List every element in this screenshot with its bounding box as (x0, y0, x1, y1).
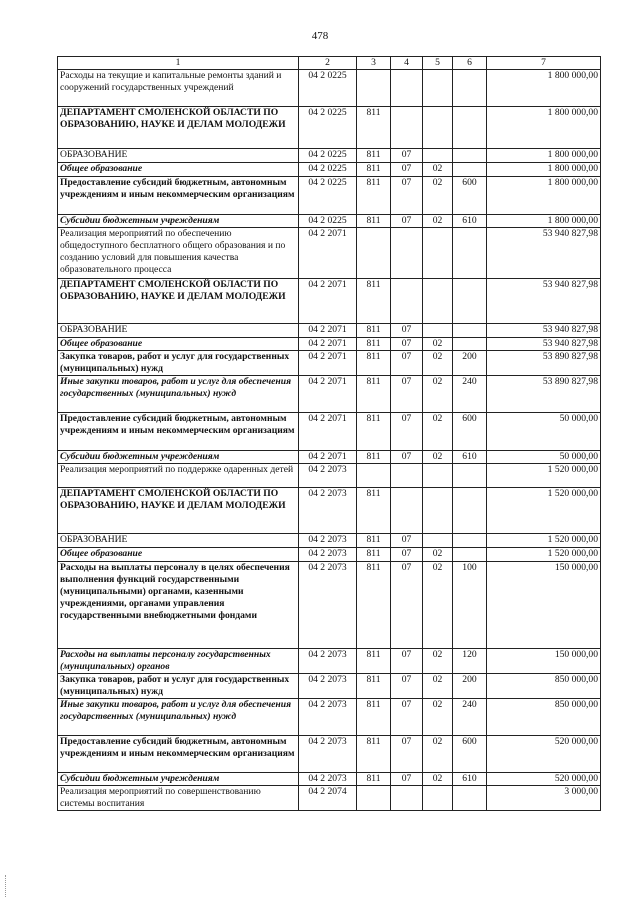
section-code: 07 (391, 736, 423, 773)
row-name: Расходы на выплаты персоналу в целях обеспечения выполнения функций государственными (муниципальными) органами, казенными учреждениями, органами управления государственными внебюджетными фондами (58, 562, 299, 649)
expense-type-code (453, 163, 487, 177)
section-code: 07 (391, 413, 423, 451)
header-col-2: 2 (299, 57, 357, 70)
row-name: Расходы на текущие и капитальные ремонты зданий и сооружений государственных учреждений (58, 70, 299, 107)
target-code: 04 2 2071 (299, 351, 357, 376)
department-code (357, 228, 391, 279)
amount: 1 520 000,00 (487, 464, 601, 488)
amount: 850 000,00 (487, 699, 601, 736)
row-name: Реализация мероприятий по поддержке одаренных детей (58, 464, 299, 488)
row-name: Субсидии бюджетным учреждениям (58, 451, 299, 464)
table-row (58, 649, 601, 674)
section-code: 07 (391, 338, 423, 351)
department-code: 811 (357, 488, 391, 534)
section-code: 07 (391, 163, 423, 177)
amount: 53 940 827,98 (487, 279, 601, 324)
section-code: 07 (391, 215, 423, 228)
target-code: 04 2 0225 (299, 177, 357, 215)
expense-type-code: 240 (453, 376, 487, 413)
row-name: Расходы на выплаты персоналу государственных (муниципальных) органов (58, 649, 299, 674)
department-code: 811 (357, 451, 391, 464)
target-code: 04 2 2071 (299, 279, 357, 324)
department-code: 811 (357, 324, 391, 338)
expense-type-code: 610 (453, 215, 487, 228)
amount: 1 800 000,00 (487, 107, 601, 149)
department-code: 811 (357, 177, 391, 215)
row-name: Общее образование (58, 163, 299, 177)
table-row (58, 488, 601, 534)
section-code: 07 (391, 149, 423, 163)
department-code: 811 (357, 376, 391, 413)
subsection-code (423, 488, 453, 534)
row-name: Общее образование (58, 548, 299, 562)
expense-type-code (453, 149, 487, 163)
header-row (58, 57, 601, 70)
target-code: 04 2 2073 (299, 488, 357, 534)
table-row (58, 215, 601, 228)
section-code (391, 279, 423, 324)
amount: 53 940 827,98 (487, 338, 601, 351)
header-col-7: 7 (487, 57, 601, 70)
header-col-6: 6 (453, 57, 487, 70)
table-row (58, 534, 601, 548)
expense-type-code (453, 228, 487, 279)
row-name: ДЕПАРТАМЕНТ СМОЛЕНСКОЙ ОБЛАСТИ ПО ОБРАЗОВАНИЮ, НАУКЕ И ДЕЛАМ МОЛОДЕЖИ (58, 488, 299, 534)
amount: 53 940 827,98 (487, 228, 601, 279)
subsection-code (423, 228, 453, 279)
target-code: 04 2 2073 (299, 562, 357, 649)
row-name: Закупка товаров, работ и услуг для государственных (муниципальных) нужд (58, 674, 299, 699)
scan-edge-mark (5, 875, 8, 897)
row-name: Реализация мероприятий по обеспечению общедоступного бесплатного общего образования и по созданию условий для повышения качества образовательного процесса (58, 228, 299, 279)
subsection-code: 02 (423, 451, 453, 464)
table-row (58, 324, 601, 338)
row-name: ОБРАЗОВАНИЕ (58, 324, 299, 338)
section-code (391, 228, 423, 279)
section-code (391, 488, 423, 534)
target-code: 04 2 0225 (299, 215, 357, 228)
expense-type-code (453, 534, 487, 548)
target-code: 04 2 2073 (299, 773, 357, 786)
subsection-code: 02 (423, 674, 453, 699)
table-row (58, 228, 601, 279)
row-name: ДЕПАРТАМЕНТ СМОЛЕНСКОЙ ОБЛАСТИ ПО ОБРАЗОВАНИЮ, НАУКЕ И ДЕЛАМ МОЛОДЕЖИ (58, 279, 299, 324)
table-row (58, 548, 601, 562)
section-code (391, 107, 423, 149)
department-code: 811 (357, 534, 391, 548)
department-code: 811 (357, 163, 391, 177)
subsection-code: 02 (423, 338, 453, 351)
subsection-code (423, 70, 453, 107)
expense-type-code (453, 786, 487, 811)
expense-type-code: 600 (453, 177, 487, 215)
row-name: Иные закупки товаров, работ и услуг для обеспечения государственных (муниципальных) нужд (58, 376, 299, 413)
expense-type-code: 200 (453, 351, 487, 376)
target-code: 04 2 2071 (299, 413, 357, 451)
department-code: 811 (357, 149, 391, 163)
expense-type-code (453, 107, 487, 149)
section-code: 07 (391, 177, 423, 215)
expense-type-code: 200 (453, 674, 487, 699)
row-name: Предоставление субсидий бюджетным, автономным учреждениям и иным некоммерческим организациям (58, 736, 299, 773)
amount: 150 000,00 (487, 649, 601, 674)
row-name: ОБРАЗОВАНИЕ (58, 534, 299, 548)
target-code: 04 2 2071 (299, 338, 357, 351)
page-number: 478 (311, 30, 329, 42)
table-row (58, 107, 601, 149)
table-row (58, 413, 601, 451)
row-name: Субсидии бюджетным учреждениям (58, 215, 299, 228)
row-name: Субсидии бюджетным учреждениям (58, 773, 299, 786)
subsection-code: 02 (423, 376, 453, 413)
expense-type-code (453, 464, 487, 488)
amount: 53 890 827,98 (487, 351, 601, 376)
department-code: 811 (357, 413, 391, 451)
subsection-code: 02 (423, 699, 453, 736)
subsection-code (423, 534, 453, 548)
amount: 1 800 000,00 (487, 149, 601, 163)
table-body (58, 70, 601, 811)
section-code (391, 70, 423, 107)
target-code: 04 2 2073 (299, 649, 357, 674)
department-code: 811 (357, 107, 391, 149)
subsection-code (423, 107, 453, 149)
target-code: 04 2 2074 (299, 786, 357, 811)
row-name: Предоставление субсидий бюджетным, автономным учреждениям и иным некоммерческим организациям (58, 177, 299, 215)
subsection-code: 02 (423, 773, 453, 786)
header-col-4: 4 (391, 57, 423, 70)
table-row (58, 786, 601, 811)
target-code: 04 2 0225 (299, 107, 357, 149)
amount: 850 000,00 (487, 674, 601, 699)
amount: 50 000,00 (487, 413, 601, 451)
amount: 520 000,00 (487, 736, 601, 773)
subsection-code (423, 324, 453, 338)
table-row (58, 674, 601, 699)
amount: 1 800 000,00 (487, 70, 601, 107)
expense-type-code (453, 338, 487, 351)
subsection-code: 02 (423, 215, 453, 228)
table-row (58, 773, 601, 786)
table-row (58, 376, 601, 413)
subsection-code: 02 (423, 351, 453, 376)
expense-type-code (453, 548, 487, 562)
department-code: 811 (357, 548, 391, 562)
target-code: 04 2 2071 (299, 451, 357, 464)
row-name: Иные закупки товаров, работ и услуг для обеспечения государственных (муниципальных) нужд (58, 699, 299, 736)
department-code: 811 (357, 649, 391, 674)
table-row (58, 351, 601, 376)
target-code: 04 2 2073 (299, 534, 357, 548)
subsection-code: 02 (423, 736, 453, 773)
department-code: 811 (357, 215, 391, 228)
table-row (58, 338, 601, 351)
table-row (58, 464, 601, 488)
table-row (58, 699, 601, 736)
expense-type-code (453, 488, 487, 534)
amount: 1 520 000,00 (487, 548, 601, 562)
department-code (357, 786, 391, 811)
target-code: 04 2 2073 (299, 736, 357, 773)
department-code: 811 (357, 279, 391, 324)
subsection-code (423, 149, 453, 163)
subsection-code: 02 (423, 177, 453, 215)
department-code: 811 (357, 562, 391, 649)
table-row (58, 149, 601, 163)
subsection-code (423, 279, 453, 324)
row-name: ДЕПАРТАМЕНТ СМОЛЕНСКОЙ ОБЛАСТИ ПО ОБРАЗОВАНИЮ, НАУКЕ И ДЕЛАМ МОЛОДЕЖИ (58, 107, 299, 149)
target-code: 04 2 0225 (299, 163, 357, 177)
expense-type-code: 100 (453, 562, 487, 649)
department-code: 811 (357, 351, 391, 376)
expense-type-code: 240 (453, 699, 487, 736)
row-name: Реализация мероприятий по совершенствованию системы воспитания (58, 786, 299, 811)
expense-type-code (453, 279, 487, 324)
row-name: Закупка товаров, работ и услуг для государственных (муниципальных) нужд (58, 351, 299, 376)
expense-type-code: 610 (453, 773, 487, 786)
header-col-5: 5 (423, 57, 453, 70)
section-code: 07 (391, 324, 423, 338)
section-code: 07 (391, 534, 423, 548)
expense-type-code (453, 70, 487, 107)
expense-type-code: 600 (453, 736, 487, 773)
expense-type-code: 610 (453, 451, 487, 464)
target-code: 04 2 2073 (299, 699, 357, 736)
section-code: 07 (391, 451, 423, 464)
section-code: 07 (391, 562, 423, 649)
section-code: 07 (391, 376, 423, 413)
department-code: 811 (357, 773, 391, 786)
amount: 53 890 827,98 (487, 376, 601, 413)
subsection-code: 02 (423, 413, 453, 451)
target-code: 04 2 2073 (299, 464, 357, 488)
target-code: 04 2 0225 (299, 70, 357, 107)
subsection-code: 02 (423, 562, 453, 649)
amount: 3 000,00 (487, 786, 601, 811)
subsection-code: 02 (423, 548, 453, 562)
target-code: 04 2 2073 (299, 548, 357, 562)
row-name: ОБРАЗОВАНИЕ (58, 149, 299, 163)
amount: 1 520 000,00 (487, 488, 601, 534)
subsection-code (423, 464, 453, 488)
subsection-code: 02 (423, 649, 453, 674)
section-code (391, 464, 423, 488)
table-row (58, 163, 601, 177)
amount: 150 000,00 (487, 562, 601, 649)
target-code: 04 2 2071 (299, 376, 357, 413)
amount: 1 800 000,00 (487, 215, 601, 228)
target-code: 04 2 0225 (299, 149, 357, 163)
row-name: Предоставление субсидий бюджетным, автономным учреждениям и иным некоммерческим организациям (58, 413, 299, 451)
department-code: 811 (357, 338, 391, 351)
section-code: 07 (391, 699, 423, 736)
amount: 50 000,00 (487, 451, 601, 464)
section-code: 07 (391, 548, 423, 562)
table-row (58, 736, 601, 773)
section-code: 07 (391, 773, 423, 786)
budget-table (57, 56, 601, 811)
subsection-code (423, 786, 453, 811)
header-col-3: 3 (357, 57, 391, 70)
section-code (391, 786, 423, 811)
amount: 520 000,00 (487, 773, 601, 786)
subsection-code: 02 (423, 163, 453, 177)
section-code: 07 (391, 649, 423, 674)
expense-type-code: 120 (453, 649, 487, 674)
table-row (58, 177, 601, 215)
amount: 53 940 827,98 (487, 324, 601, 338)
amount: 1 800 000,00 (487, 163, 601, 177)
department-code: 811 (357, 699, 391, 736)
department-code: 811 (357, 736, 391, 773)
department-code (357, 70, 391, 107)
target-code: 04 2 2071 (299, 324, 357, 338)
target-code: 04 2 2073 (299, 674, 357, 699)
expense-type-code: 600 (453, 413, 487, 451)
section-code: 07 (391, 351, 423, 376)
section-code: 07 (391, 674, 423, 699)
department-code (357, 464, 391, 488)
table-row (58, 70, 601, 107)
amount: 1 800 000,00 (487, 177, 601, 215)
amount: 1 520 000,00 (487, 534, 601, 548)
row-name: Общее образование (58, 338, 299, 351)
table-row (58, 279, 601, 324)
table-row (58, 562, 601, 649)
department-code: 811 (357, 674, 391, 699)
expense-type-code (453, 324, 487, 338)
table-row (58, 451, 601, 464)
header-col-1: 1 (58, 57, 299, 70)
target-code: 04 2 2071 (299, 228, 357, 279)
